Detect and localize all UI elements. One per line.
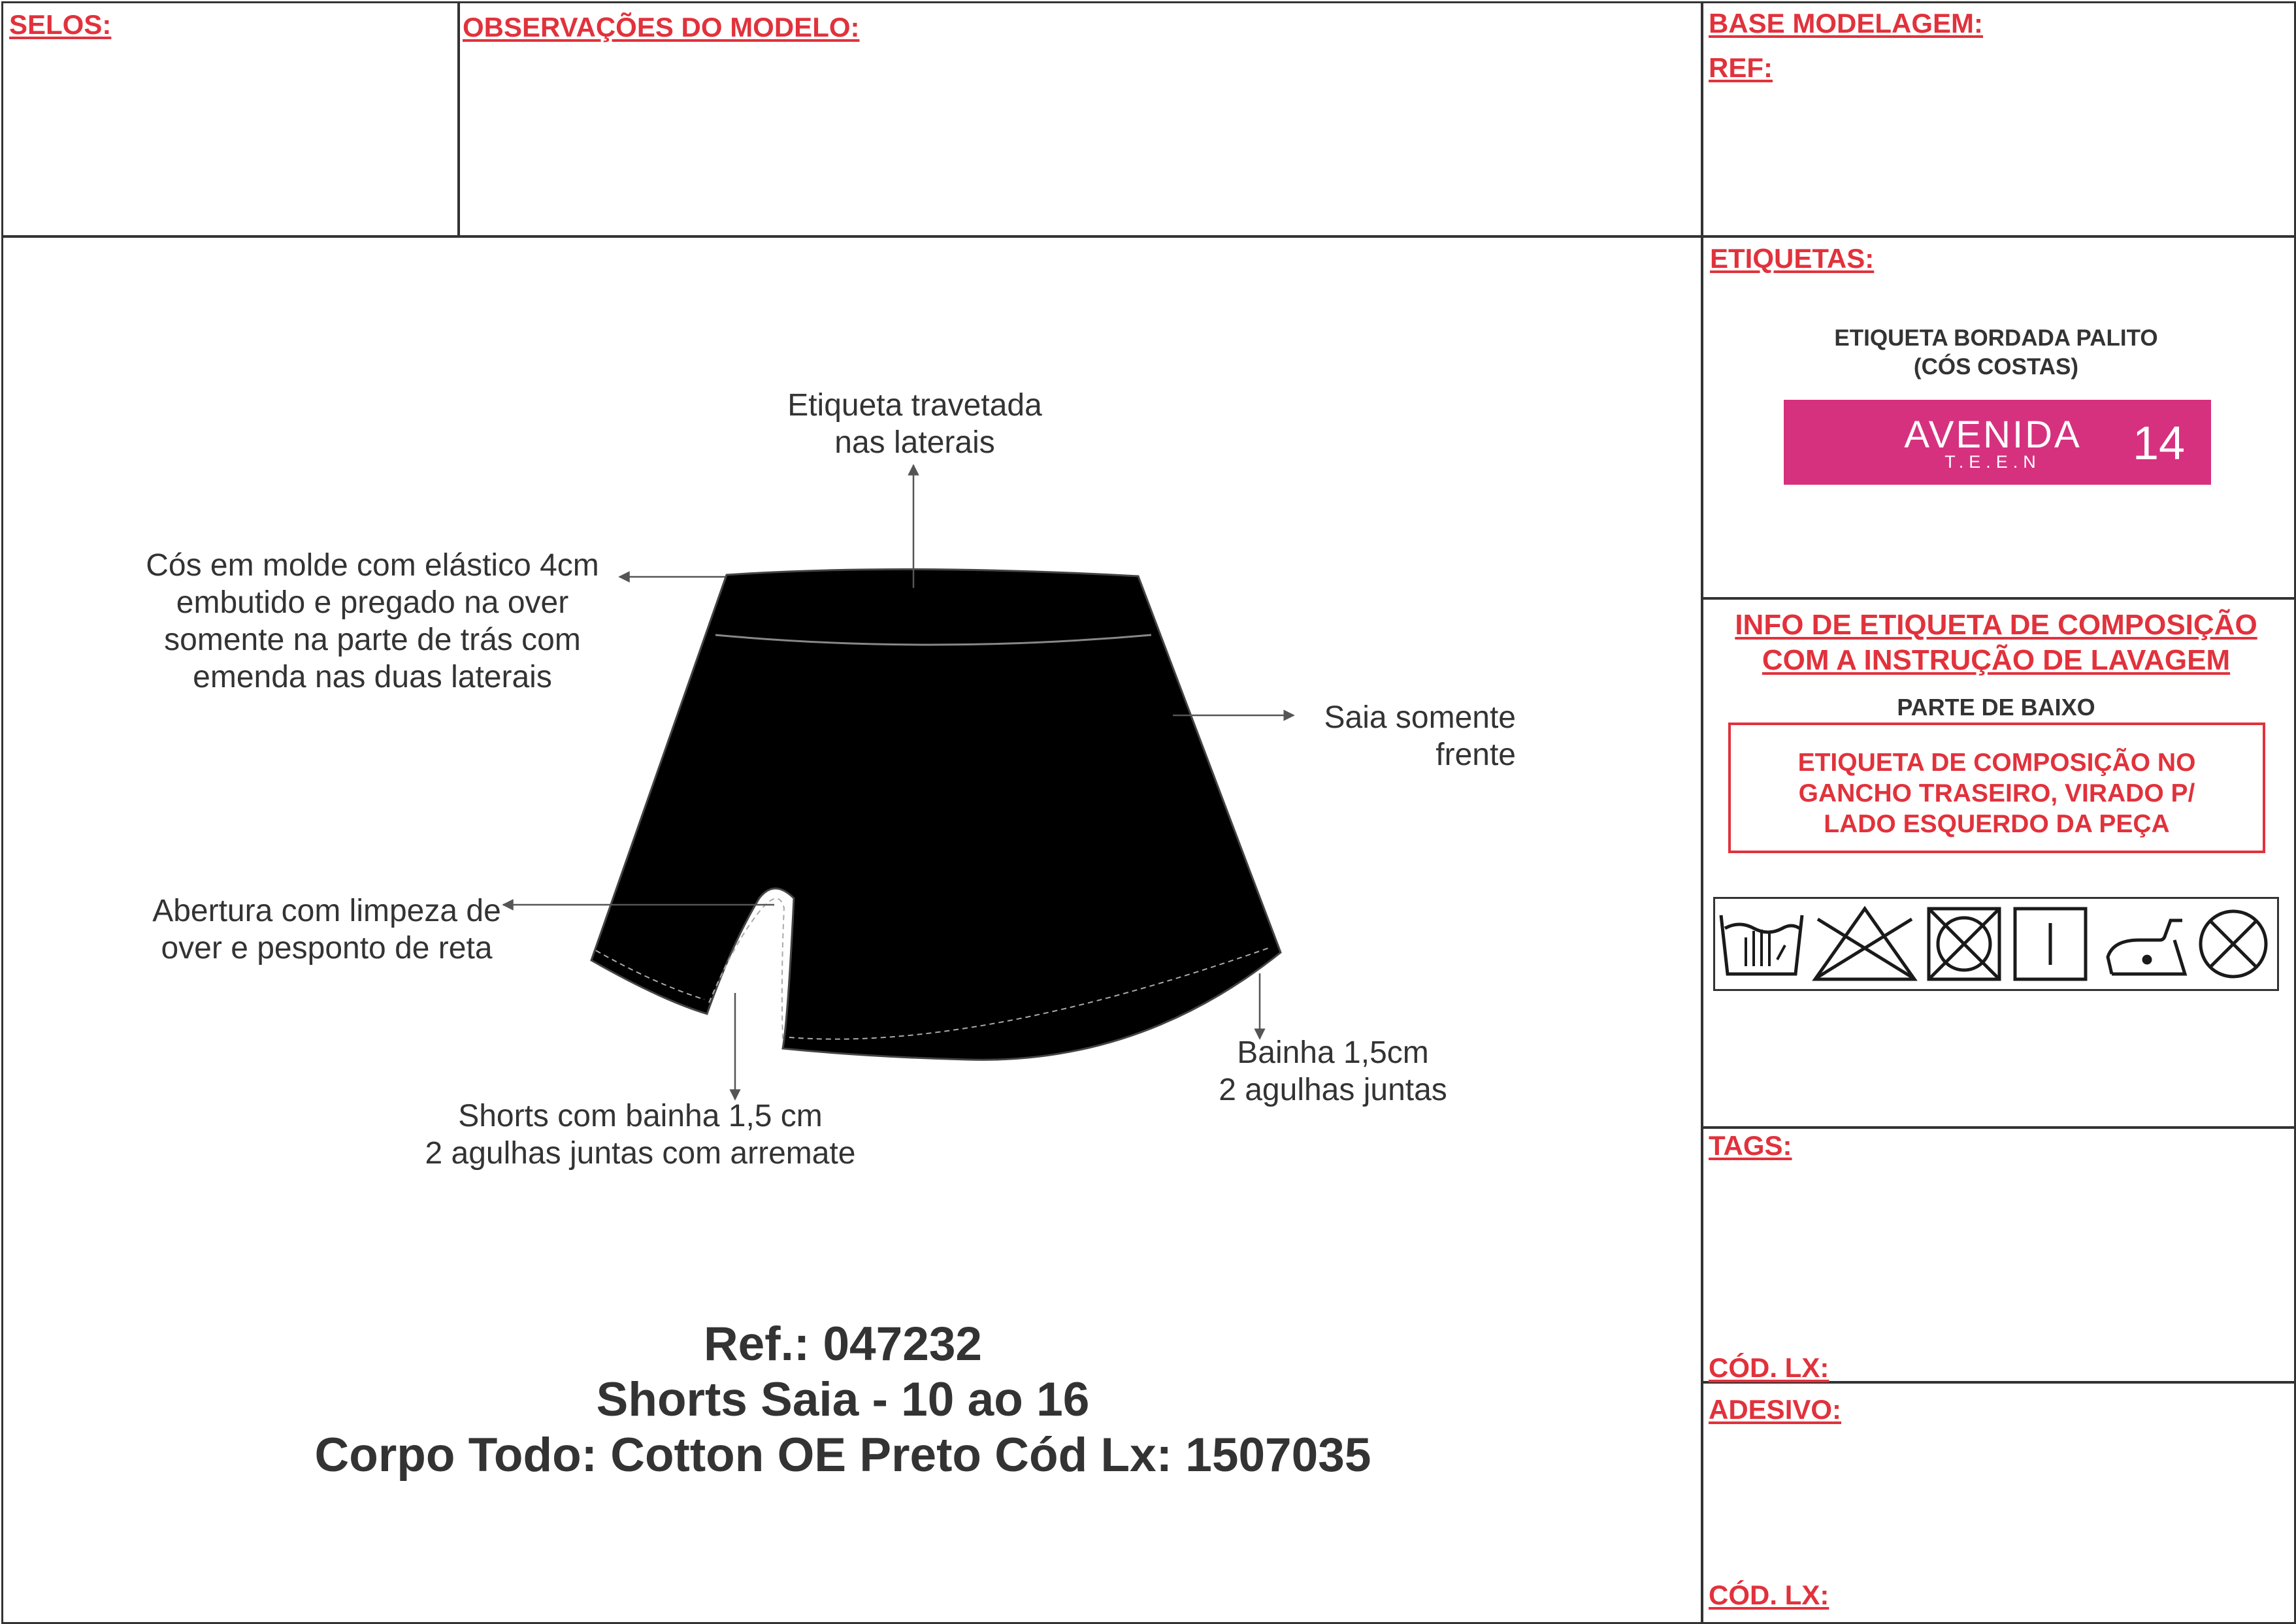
do-not-tumble-dry-icon xyxy=(1929,909,1999,979)
product-title-block xyxy=(196,1316,1490,1483)
do-not-bleach-icon xyxy=(1815,909,1914,979)
line-dry-icon xyxy=(2015,909,2086,979)
base-modelagem-label: BASE MODELAGEM: xyxy=(1709,8,1983,39)
composition-title: INFO DE ETIQUETA DE COMPOSIÇÃO COM A INSTRUÇÃO DE LAVAGEM xyxy=(1735,609,2257,676)
etiqueta-desc: ETIQUETA BORDADA PALITO (CÓS COSTAS) xyxy=(1834,325,2158,380)
product-name: Shorts Saia - 10 ao 16 xyxy=(596,1373,1090,1426)
brand-size: 14 xyxy=(2133,417,2186,470)
cod-lx-label: CÓD. LX: xyxy=(1709,1580,1829,1610)
annotation-cos: Cós em molde com elástico 4cm embutido e pregado na over somente na parte de trás com emenda nas duas laterais xyxy=(146,548,599,694)
ref-label: REF: xyxy=(1709,52,1773,83)
divider xyxy=(1701,597,2295,600)
observacoes-label: OBSERVAÇÕES DO MODELO: xyxy=(463,12,860,42)
cod-lx-label: CÓD. LX: xyxy=(1709,1352,1829,1383)
etiquetas-label: ETIQUETAS: xyxy=(1710,243,1875,274)
product-ref: Ref.: 047232 xyxy=(703,1318,983,1371)
iron-low-icon xyxy=(2108,920,2185,974)
brand-sub: T.E.E.N xyxy=(1944,452,2041,472)
hand-wash-icon xyxy=(1721,915,1802,974)
care-symbols xyxy=(1713,897,2279,991)
selos-label: SELOS: xyxy=(9,9,112,40)
skirt-shape xyxy=(591,569,1281,1060)
brand-label-sample xyxy=(1784,400,2211,485)
divider xyxy=(1701,1,1703,1623)
annotation-bainha: Bainha 1,5cm 2 agulhas juntas xyxy=(1219,1035,1447,1107)
annotation-saia: Saia somente frente xyxy=(1324,700,1516,772)
product-fabric: Corpo Todo: Cotton OE Preto Cód Lx: 1507035 xyxy=(314,1429,1371,1482)
annotation-shorts: Shorts com bainha 1,5 cm 2 agulhas juntas com arremate xyxy=(425,1099,856,1171)
tags-label: TAGS: xyxy=(1709,1130,1792,1161)
divider xyxy=(1701,1126,2295,1129)
composition-note-box: ETIQUETA DE COMPOSIÇÃO NO GANCHO TRASEIRO, VIRADO P/ LADO ESQUERDO DA PEÇA xyxy=(1728,723,2265,853)
parte-label: PARTE DE BAIXO xyxy=(1897,694,2095,721)
annotation-abertura: Abertura com limpeza de over e pesponto de reta xyxy=(152,894,501,966)
brand-name: AVENIDA xyxy=(1904,414,2082,456)
adesivo-label: ADESIVO: xyxy=(1709,1394,1842,1425)
annotation-etiqueta: Etiqueta travetada nas laterais xyxy=(787,388,1042,460)
do-not-dry-clean-icon xyxy=(2201,911,2266,977)
